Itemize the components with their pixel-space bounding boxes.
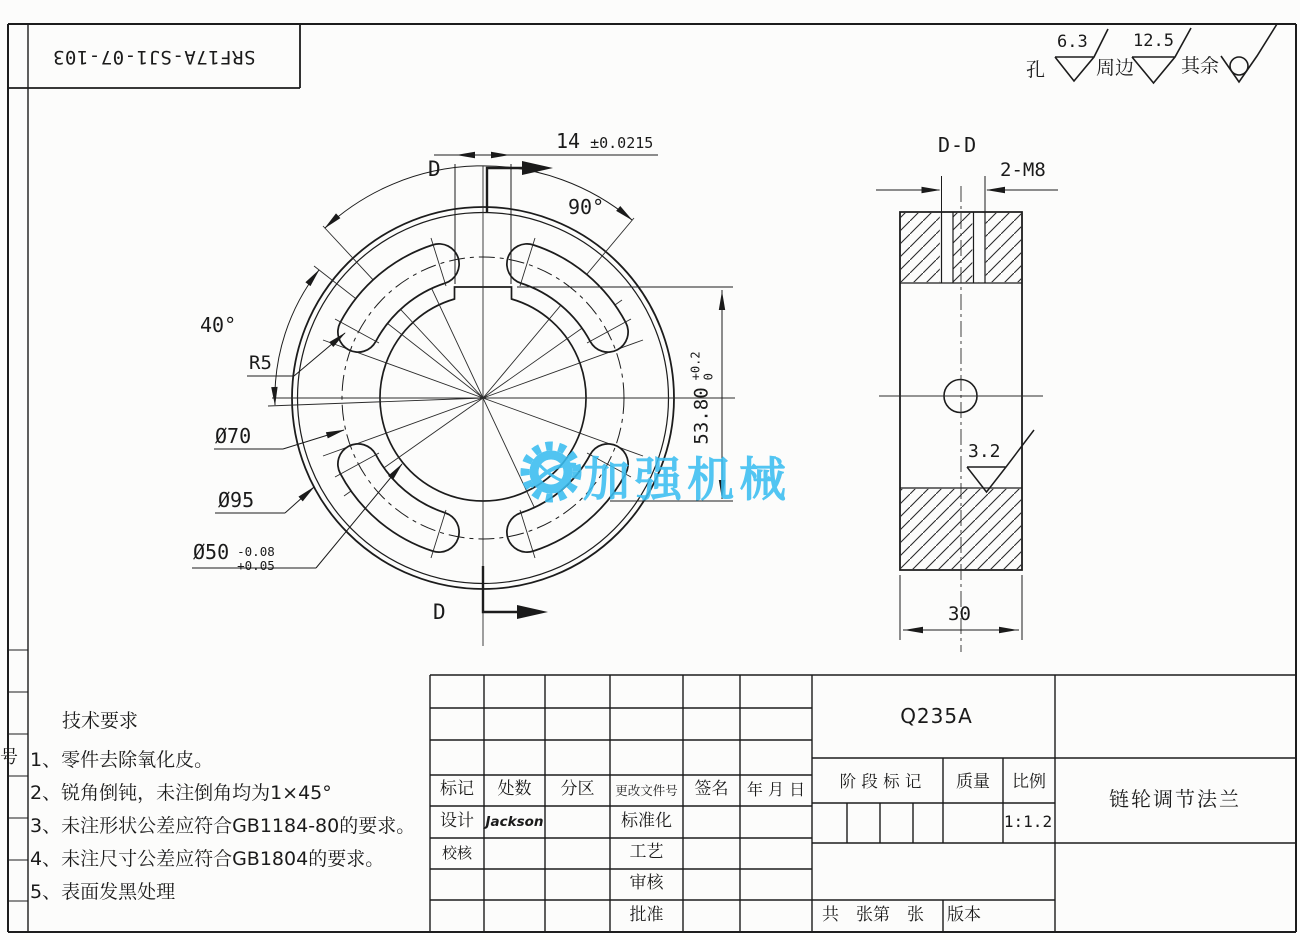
mass-label: 质量	[956, 772, 990, 792]
approve-label: 批准	[629, 905, 664, 925]
dim-slot-radius: R5	[249, 352, 272, 374]
dim-thickness: 30	[948, 603, 971, 625]
tech-requirement-item: 2、锐角倒钝，未注倒角均为1×45°	[30, 782, 332, 804]
tech-requirement-item: 4、未注尺寸公差应符合GB1804的要求。	[30, 848, 385, 870]
review-label: 审核	[629, 873, 664, 893]
dim-angle-40: 40°	[200, 313, 237, 337]
footer-sheet-count: 共 张第 张	[822, 905, 924, 925]
dim-dia-70: Ø70	[215, 424, 252, 448]
watermark-text: 加强机械	[583, 453, 791, 508]
standardize-label: 标准化	[621, 811, 672, 831]
part-name: 链轮调节法兰	[1109, 787, 1241, 811]
scale-label: 比例	[1012, 772, 1046, 792]
header-mark: 标记	[440, 779, 474, 799]
header-count: 处数	[497, 779, 532, 799]
header-zone: 分区	[560, 779, 595, 799]
material: Q235A	[900, 704, 973, 728]
edge-label: 号	[0, 747, 18, 768]
finish-hole-label: 孔	[1026, 59, 1046, 81]
dim-dia-95: Ø95	[218, 488, 255, 512]
tech-requirement-item: 3、未注形状公差应符合GB1184-80的要求。	[30, 815, 416, 837]
dim-keyway-width: 14 ±0.0215	[556, 129, 654, 153]
tech-requirement-item: 1、零件去除氧化皮。	[30, 749, 214, 771]
section-title: D-D	[938, 133, 978, 157]
footer-version: 版本	[947, 905, 981, 925]
finish-rest-label: 其余	[1181, 55, 1220, 77]
design-label: 设计	[440, 811, 474, 831]
header-doc-no: 更改文件号	[615, 783, 678, 798]
process-label: 工艺	[629, 842, 664, 862]
scale-value: 1:1.2	[1003, 812, 1053, 831]
section-label-top: D	[428, 157, 441, 181]
header-signature: 签名	[694, 779, 729, 799]
header-date: 年 月 日	[746, 780, 806, 799]
finish-hole-value: 6.3	[1057, 32, 1088, 52]
dim-thread-callout: 2-M8	[1000, 159, 1046, 181]
section-label-bottom: D	[433, 600, 446, 624]
check-label: 校核	[441, 844, 472, 862]
part-number: SRF17A-SJ1-07-103	[52, 45, 256, 68]
stage-header: 阶 段 标 记	[839, 772, 922, 791]
dim-surface-roughness: 3.2	[968, 441, 1001, 462]
dim-keyway-depth: 53.80 +0.2 0	[688, 351, 716, 445]
finish-perimeter-value: 12.5	[1133, 31, 1174, 51]
finish-perimeter-label: 周边	[1096, 57, 1135, 79]
dim-dia-50: Ø50 -0.08 +0.05	[193, 540, 275, 573]
tech-requirements-title: 技术要求	[62, 710, 139, 732]
section-view-geometry	[876, 176, 1058, 652]
tech-requirement-item: 5、表面发黑处理	[30, 881, 176, 903]
design-signature: Jackson	[485, 814, 544, 830]
dim-angle-90: 90°	[568, 195, 605, 219]
